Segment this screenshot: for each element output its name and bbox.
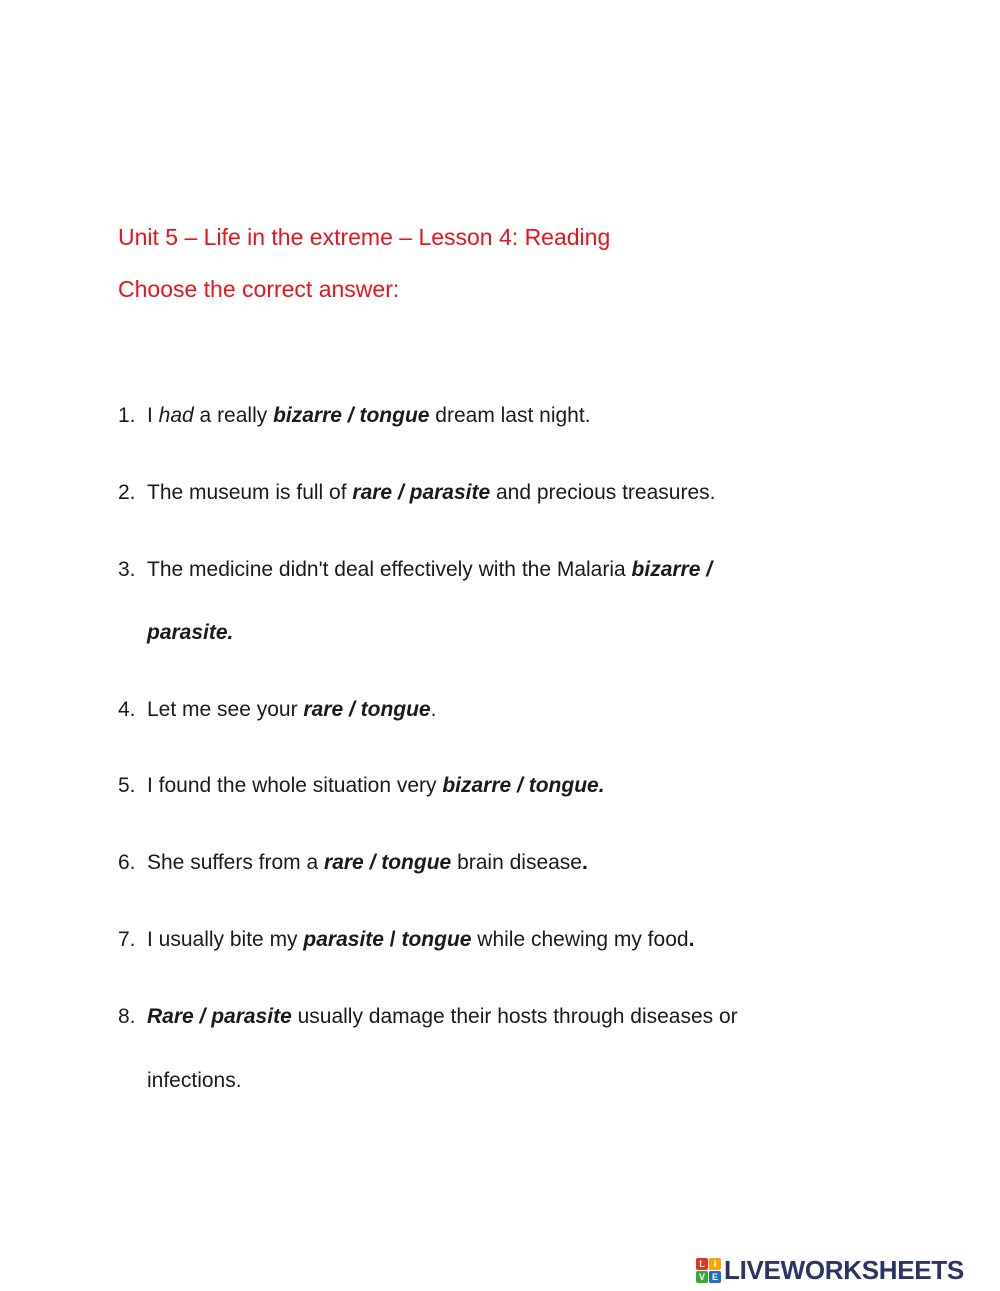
question-1: 1. I had a really bizarre / tongue dream last night.: [118, 404, 591, 427]
question-number: 6.: [118, 851, 136, 874]
question-5: 5. I found the whole situation very bizarre / tongue.: [118, 774, 605, 797]
logo-tile: E: [709, 1271, 721, 1283]
logo-tile: V: [696, 1271, 708, 1283]
question-7: 7. I usually bite my parasite / tongue while chewing my food.: [118, 928, 695, 951]
answer-choice[interactable]: Rare / parasite: [147, 1005, 292, 1028]
logo-icon: [696, 1258, 721, 1283]
answer-choice[interactable]: rare / parasite: [352, 481, 491, 504]
question-8: 8. Rare / parasite usually damage their hosts through diseases or: [118, 1005, 738, 1028]
question-2: 2. The museum is full of rare / parasite and precious treasures.: [118, 481, 716, 504]
liveworksheets-logo: [696, 1253, 964, 1287]
question-number: 3.: [118, 558, 136, 581]
logo-tile: I: [709, 1258, 721, 1270]
page-title: Unit 5 – Life in the extreme – Lesson 4: Reading: [118, 224, 611, 250]
answer-choice[interactable]: tongue: [401, 928, 472, 951]
answer-choice[interactable]: parasite: [303, 928, 384, 951]
question-number: 7.: [118, 928, 136, 951]
question-number: 4.: [118, 698, 136, 721]
answer-choice[interactable]: bizarre / tongue.: [442, 774, 605, 797]
question-number: 1.: [118, 404, 136, 427]
question-8-continued: infections.: [147, 1069, 242, 1092]
question-number: 2.: [118, 481, 136, 504]
question-6: 6. She suffers from a rare / tongue brain disease.: [118, 851, 588, 874]
answer-choice[interactable]: bizarre / tongue: [273, 404, 430, 427]
question-number: 5.: [118, 774, 136, 797]
question-3-continued: [147, 621, 233, 645]
question-3: 3. The medicine didn't deal effectively with the Malaria bizarre /: [118, 558, 713, 581]
answer-choice[interactable]: parasite.: [147, 621, 234, 644]
brand-name: LIVEWORKSHEETS: [724, 1254, 964, 1285]
logo-tile: L: [696, 1258, 708, 1270]
question-4: 4. Let me see your rare / tongue.: [118, 698, 437, 721]
question-number: 8.: [118, 1005, 136, 1028]
answer-choice[interactable]: rare / tongue: [324, 851, 452, 874]
answer-choice[interactable]: bizarre /: [631, 558, 713, 581]
instruction: Choose the correct answer:: [118, 276, 400, 302]
answer-choice[interactable]: rare / tongue: [303, 698, 431, 721]
